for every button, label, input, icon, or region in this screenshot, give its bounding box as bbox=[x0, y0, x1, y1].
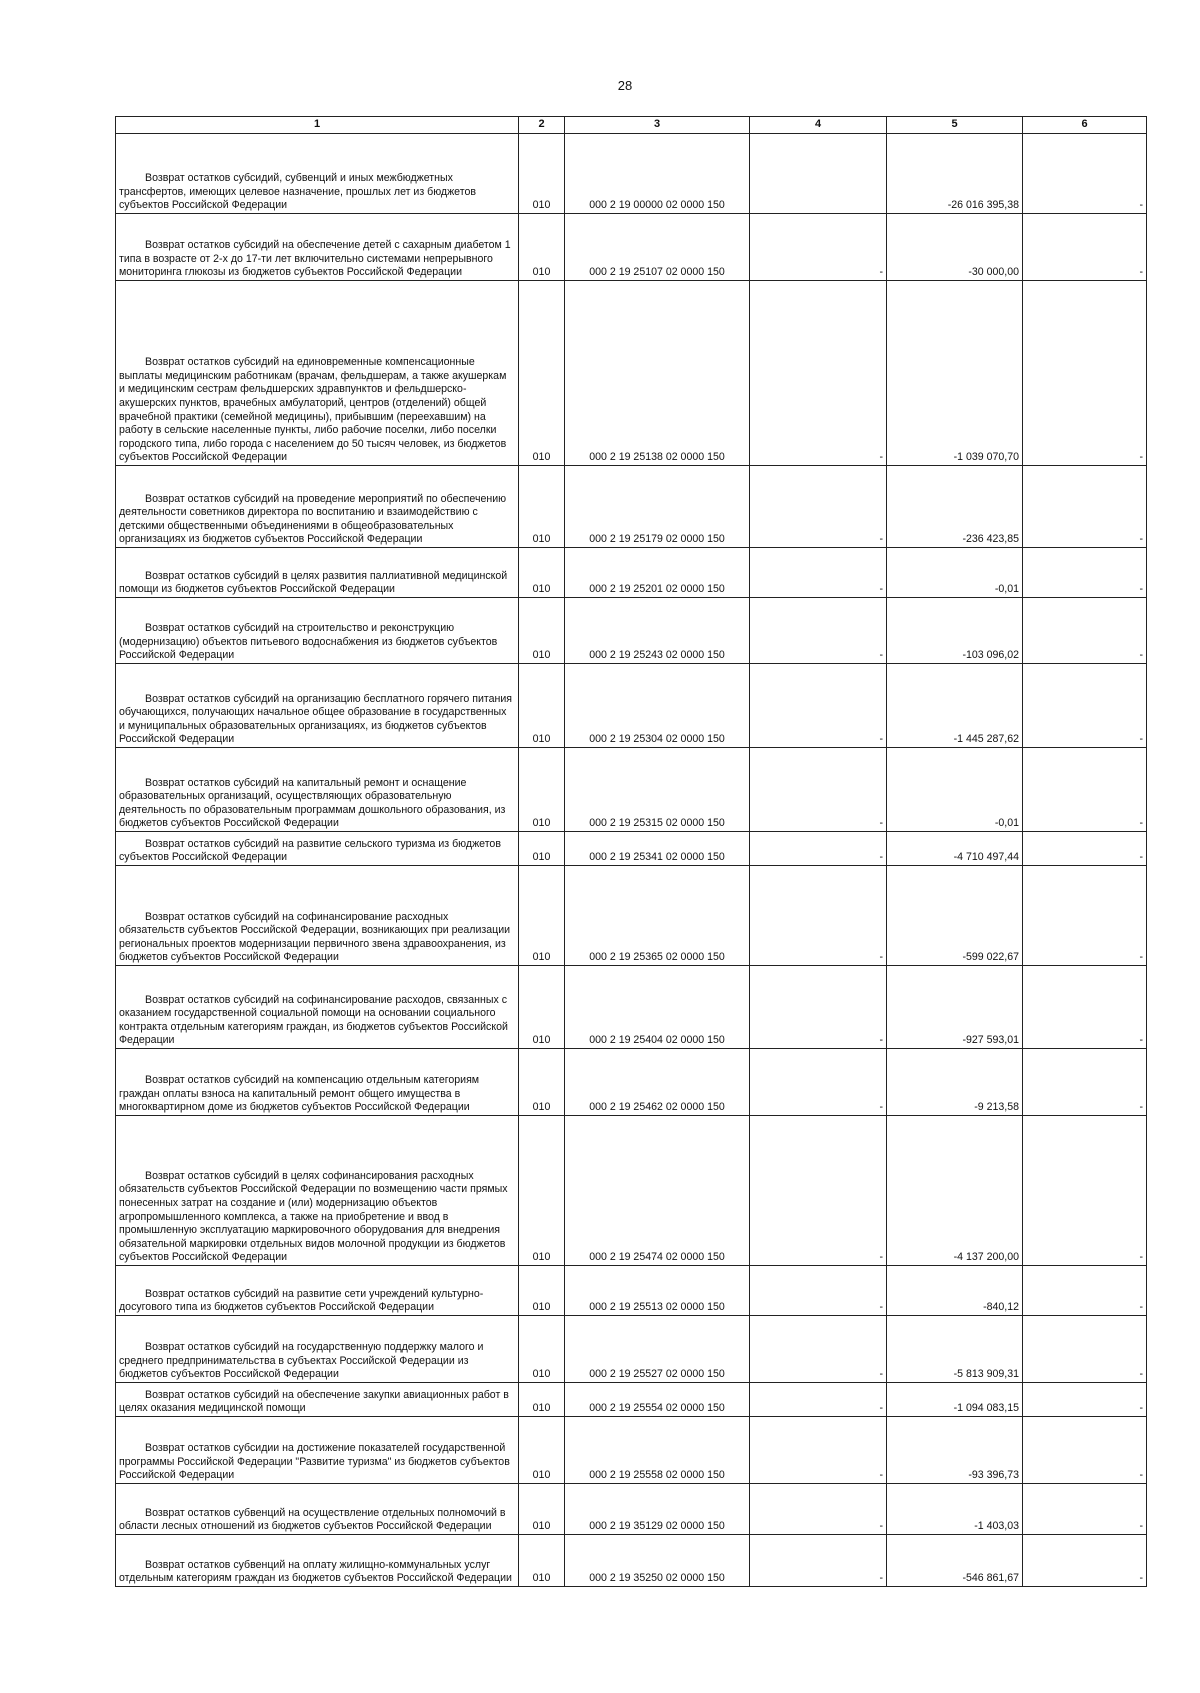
row-name-text: Возврат остатков субсидий на обеспечение закупки авиационных работ в целях оказания медицинской помощи bbox=[119, 1388, 509, 1415]
row-name-text: Возврат остатков субвенций на оплату жилищно-коммунальных услуг отдельным категориям граждан из бюджетов субъектов Российской Федерации bbox=[119, 1558, 512, 1585]
column-header-unexecuted: 6 bbox=[1023, 117, 1147, 134]
row-plan: - bbox=[750, 664, 887, 748]
row-name bbox=[116, 598, 519, 664]
row-code: 010 bbox=[519, 466, 565, 548]
row-name-text: Возврат остатков субсидий на компенсацию отдельным категориям граждан оплаты взноса на капитальный ремонт общего имущества в многоквартирном доме из бюджетов субъектов Российской Федерации bbox=[119, 1074, 480, 1114]
row-plan: - bbox=[750, 866, 887, 966]
row-name bbox=[116, 1316, 519, 1383]
row-unexecuted: - bbox=[1023, 1316, 1147, 1383]
table-row bbox=[116, 832, 1147, 866]
row-plan: - bbox=[750, 1316, 887, 1383]
row-name-text: Возврат остатков субсидии на достижение показателей государственной программы Российской Федерации "Развитие туризма" из бюджетов субъектов Российской Федерации bbox=[119, 1442, 510, 1482]
row-executed: -5 813 909,31 bbox=[887, 1316, 1023, 1383]
row-name bbox=[116, 1535, 519, 1587]
row-executed: -1 445 287,62 bbox=[887, 664, 1023, 748]
column-header-plan: 4 bbox=[750, 117, 887, 134]
row-name bbox=[116, 966, 519, 1049]
row-kbk: 000 2 19 25243 02 0000 150 bbox=[565, 598, 750, 664]
row-code: 010 bbox=[519, 214, 565, 281]
row-kbk: 000 2 19 25513 02 0000 150 bbox=[565, 1266, 750, 1316]
table-row bbox=[116, 748, 1147, 832]
table-row bbox=[116, 1116, 1147, 1266]
row-name bbox=[116, 1484, 519, 1535]
row-kbk: 000 2 19 25315 02 0000 150 bbox=[565, 748, 750, 832]
row-name-text: Возврат остатков субсидий, субвенций и иных межбюджетных трансфертов, имеющих целевое назначение, прошлых лет из бюджетов субъектов Российской Федерации bbox=[119, 172, 476, 212]
row-name bbox=[116, 866, 519, 966]
row-kbk: 000 2 19 25201 02 0000 150 bbox=[565, 548, 750, 598]
row-executed: -9 213,58 bbox=[887, 1049, 1023, 1116]
row-kbk: 000 2 19 25304 02 0000 150 bbox=[565, 664, 750, 748]
table-row bbox=[116, 966, 1147, 1049]
row-unexecuted: - bbox=[1023, 664, 1147, 748]
row-name-text: Возврат остатков субсидий на софинансирование расходных обязательств субъектов Российской Федерации, возникающих при реализации региональных проектов модернизации первичного звена здравоохранения, из бюджетов субъектов Российской Федерации bbox=[119, 910, 511, 964]
page-number: 28 bbox=[617, 78, 633, 93]
row-executed: -1 094 083,15 bbox=[887, 1383, 1023, 1417]
row-name-text: Возврат остатков субсидий на развитие сельского туризма из бюджетов субъектов Российской Федерации bbox=[119, 837, 501, 864]
row-executed: -0,01 bbox=[887, 748, 1023, 832]
row-executed: -30 000,00 bbox=[887, 214, 1023, 281]
row-unexecuted: - bbox=[1023, 598, 1147, 664]
row-name bbox=[116, 281, 519, 466]
row-plan: - bbox=[750, 1049, 887, 1116]
row-plan bbox=[750, 134, 887, 214]
row-name bbox=[116, 134, 519, 214]
row-name bbox=[116, 214, 519, 281]
table-row bbox=[116, 1316, 1147, 1383]
row-name-text: Возврат остатков субсидий в целях развития паллиативной медицинской помощи из бюджетов субъектов Российской Федерации bbox=[119, 569, 508, 596]
row-plan: - bbox=[750, 966, 887, 1049]
row-kbk: 000 2 19 25558 02 0000 150 bbox=[565, 1417, 750, 1484]
row-kbk: 000 2 19 35250 02 0000 150 bbox=[565, 1535, 750, 1587]
row-code: 010 bbox=[519, 1266, 565, 1316]
table-body bbox=[116, 134, 1147, 1587]
row-plan: - bbox=[750, 832, 887, 866]
row-code: 010 bbox=[519, 966, 565, 1049]
row-plan: - bbox=[750, 548, 887, 598]
row-unexecuted: - bbox=[1023, 1535, 1147, 1587]
row-code: 010 bbox=[519, 1316, 565, 1383]
row-plan: - bbox=[750, 1383, 887, 1417]
column-header-code: 2 bbox=[519, 117, 565, 134]
row-executed: -1 039 070,70 bbox=[887, 281, 1023, 466]
table-row bbox=[116, 214, 1147, 281]
table-row bbox=[116, 1535, 1147, 1587]
row-kbk: 000 2 19 35129 02 0000 150 bbox=[565, 1484, 750, 1535]
row-executed: -599 022,67 bbox=[887, 866, 1023, 966]
row-name-text: Возврат остатков субвенций на осуществление отдельных полномочий в области лесных отношений из бюджетов субъектов Российской Федерации bbox=[119, 1506, 506, 1533]
table-row bbox=[116, 1417, 1147, 1484]
row-unexecuted: - bbox=[1023, 1484, 1147, 1535]
row-name bbox=[116, 1383, 519, 1417]
row-code: 010 bbox=[519, 1484, 565, 1535]
row-executed: -4 710 497,44 bbox=[887, 832, 1023, 866]
row-executed: -1 403,03 bbox=[887, 1484, 1023, 1535]
table-row bbox=[116, 466, 1147, 548]
table-row bbox=[116, 1266, 1147, 1316]
row-kbk: 000 2 19 25341 02 0000 150 bbox=[565, 832, 750, 866]
row-executed: -26 016 395,38 bbox=[887, 134, 1023, 214]
row-kbk: 000 2 19 25554 02 0000 150 bbox=[565, 1383, 750, 1417]
table-row bbox=[116, 1383, 1147, 1417]
row-unexecuted: - bbox=[1023, 281, 1147, 466]
row-name-text: Возврат остатков субсидий в целях софинансирования расходных обязательств субъектов Российской Федерации по возмещению части прямых понесенных затрат на создание и (или) модернизацию объектов агропромышленного комплекса, а также на приобретение и ввод в промышленную эксплуатацию маркировочного оборудования для внедрения обязательной маркировки отдельных видов молочной продукции из бюджетов субъектов Российской Федерации bbox=[119, 1169, 508, 1264]
row-name bbox=[116, 1417, 519, 1484]
row-unexecuted: - bbox=[1023, 134, 1147, 214]
row-code: 010 bbox=[519, 281, 565, 466]
table-row bbox=[116, 134, 1147, 214]
row-unexecuted: - bbox=[1023, 466, 1147, 548]
row-executed: -0,01 bbox=[887, 548, 1023, 598]
row-code: 010 bbox=[519, 1417, 565, 1484]
row-name bbox=[116, 832, 519, 866]
row-unexecuted: - bbox=[1023, 866, 1147, 966]
row-plan: - bbox=[750, 1484, 887, 1535]
row-executed: -546 861,67 bbox=[887, 1535, 1023, 1587]
row-plan: - bbox=[750, 466, 887, 548]
row-name-text: Возврат остатков субсидий на государственную поддержку малого и среднего предпринимательства в субъектах Российской Федерации из бюджетов субъектов Российской Федерации bbox=[119, 1341, 484, 1381]
row-kbk: 000 2 19 25138 02 0000 150 bbox=[565, 281, 750, 466]
row-kbk: 000 2 19 25527 02 0000 150 bbox=[565, 1316, 750, 1383]
row-kbk: 000 2 19 25179 02 0000 150 bbox=[565, 466, 750, 548]
row-name-text: Возврат остатков субсидий на обеспечение детей с сахарным диабетом 1 типа в возрасте от 2-х до 17-ти лет включительно системами непрерывного мониторинга глюкозы из бюджетов субъектов Российской Федерации bbox=[119, 239, 511, 279]
row-name-text: Возврат остатков субсидий на организацию бесплатного горячего питания обучающихся, получающих начальное общее образование в государственных и муниципальных образовательных организациях, из бюджетов субъектов Российской Федерации bbox=[119, 692, 513, 746]
row-name bbox=[116, 1266, 519, 1316]
column-header-kbk: 3 bbox=[565, 117, 750, 134]
row-kbk: 000 2 19 25404 02 0000 150 bbox=[565, 966, 750, 1049]
row-executed: -236 423,85 bbox=[887, 466, 1023, 548]
row-executed: -4 137 200,00 bbox=[887, 1116, 1023, 1266]
row-plan: - bbox=[750, 598, 887, 664]
row-executed: -103 096,02 bbox=[887, 598, 1023, 664]
row-code: 010 bbox=[519, 748, 565, 832]
row-name bbox=[116, 548, 519, 598]
row-plan: - bbox=[750, 281, 887, 466]
row-name-text: Возврат остатков субсидий на капитальный ремонт и оснащение образовательных организаций, осуществляющих образовательную деятельность по образовательным программам дошкольного образования, из бюджетов субъектов Российской Федерации bbox=[119, 776, 506, 830]
row-executed: -840,12 bbox=[887, 1266, 1023, 1316]
row-kbk: 000 2 19 25462 02 0000 150 bbox=[565, 1049, 750, 1116]
row-code: 010 bbox=[519, 832, 565, 866]
row-kbk: 000 2 19 25365 02 0000 150 bbox=[565, 866, 750, 966]
table-row bbox=[116, 1049, 1147, 1116]
row-name-text: Возврат остатков субсидий на софинансирование расходов, связанных с оказанием государственной социальной помощи на основании социального контракта отдельным категориям граждан, из бюджетов субъектов Российской Федерации bbox=[119, 993, 508, 1047]
row-code: 010 bbox=[519, 134, 565, 214]
table-row bbox=[116, 598, 1147, 664]
row-code: 010 bbox=[519, 866, 565, 966]
row-name bbox=[116, 664, 519, 748]
table-row bbox=[116, 664, 1147, 748]
row-plan: - bbox=[750, 1417, 887, 1484]
table-row bbox=[116, 1484, 1147, 1535]
row-name bbox=[116, 748, 519, 832]
row-name-text: Возврат остатков субсидий на проведение мероприятий по обеспечению деятельности советников директора по воспитанию и взаимодействию с детскими общественными объединениями в общеобразовательных организациях из бюджетов субъектов Российской Федерации bbox=[119, 492, 507, 546]
row-name-text: Возврат остатков субсидий на развитие сети учреждений культурно-досугового типа из бюджетов субъектов Российской Федерации bbox=[119, 1287, 484, 1314]
row-code: 010 bbox=[519, 548, 565, 598]
row-executed: -93 396,73 bbox=[887, 1417, 1023, 1484]
row-name bbox=[116, 1049, 519, 1116]
row-unexecuted: - bbox=[1023, 1116, 1147, 1266]
table-row bbox=[116, 866, 1147, 966]
row-name bbox=[116, 466, 519, 548]
column-header-name: 1 bbox=[116, 117, 519, 134]
row-name-text: Возврат остатков субсидий на единовременные компенсационные выплаты медицинским работникам (врачам, фельдшерам, а также акушеркам и медицинским сестрам фельдшерских здравпунктов и фельдшерско-акушерских пунктов, врачебных амбулаторий, центров (отделений) общей врачебной практики (семейной медицины), прибывшим (переехавшим) на работу в сельские населенные пункты, либо рабочие поселки, либо поселки городского типа, либо города с населением до 50 тысяч человек, из бюджетов субъектов Российской Федерации bbox=[119, 356, 507, 464]
row-code: 010 bbox=[519, 598, 565, 664]
row-plan: - bbox=[750, 1535, 887, 1587]
row-plan: - bbox=[750, 748, 887, 832]
row-unexecuted: - bbox=[1023, 1383, 1147, 1417]
row-unexecuted: - bbox=[1023, 548, 1147, 598]
row-unexecuted: - bbox=[1023, 1417, 1147, 1484]
row-plan: - bbox=[750, 1266, 887, 1316]
row-code: 010 bbox=[519, 1049, 565, 1116]
table-row bbox=[116, 281, 1147, 466]
row-code: 010 bbox=[519, 664, 565, 748]
table-row bbox=[116, 548, 1147, 598]
row-code: 010 bbox=[519, 1116, 565, 1266]
row-executed: -927 593,01 bbox=[887, 966, 1023, 1049]
row-unexecuted: - bbox=[1023, 1266, 1147, 1316]
row-plan: - bbox=[750, 214, 887, 281]
row-unexecuted: - bbox=[1023, 966, 1147, 1049]
row-code: 010 bbox=[519, 1383, 565, 1417]
row-kbk: 000 2 19 25107 02 0000 150 bbox=[565, 214, 750, 281]
table-header-row bbox=[116, 117, 1147, 134]
row-code: 010 bbox=[519, 1535, 565, 1587]
column-header-executed: 5 bbox=[887, 117, 1023, 134]
row-name-text: Возврат остатков субсидий на строительство и реконструкцию (модернизацию) объектов питьевого водоснабжения из бюджетов субъектов Российской Федерации bbox=[119, 622, 498, 662]
row-kbk: 000 2 19 00000 02 0000 150 bbox=[565, 134, 750, 214]
row-kbk: 000 2 19 25474 02 0000 150 bbox=[565, 1116, 750, 1266]
row-unexecuted: - bbox=[1023, 214, 1147, 281]
row-unexecuted: - bbox=[1023, 832, 1147, 866]
row-plan: - bbox=[750, 1116, 887, 1266]
row-unexecuted: - bbox=[1023, 748, 1147, 832]
row-name bbox=[116, 1116, 519, 1266]
row-unexecuted: - bbox=[1023, 1049, 1147, 1116]
income-report-table bbox=[115, 116, 1147, 1587]
